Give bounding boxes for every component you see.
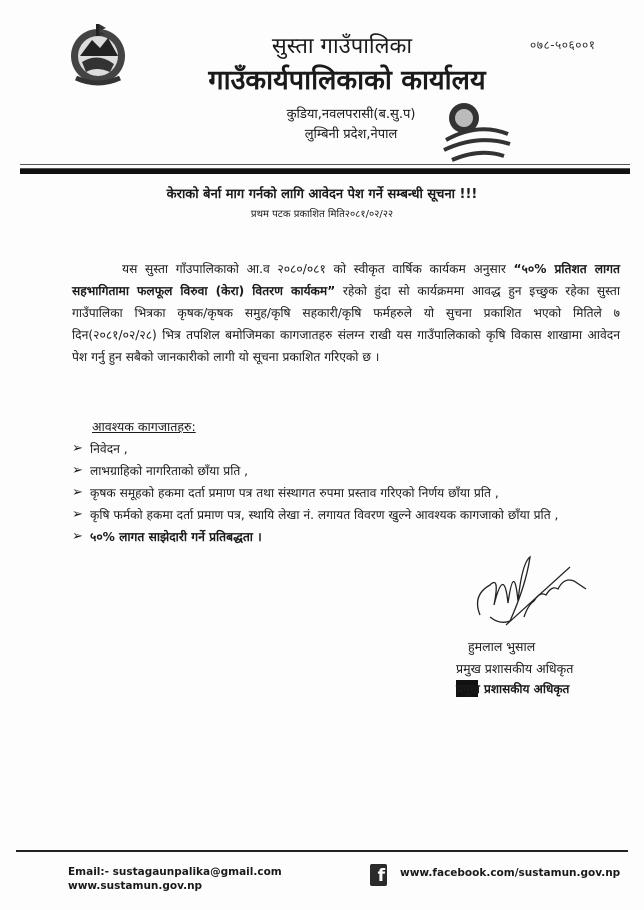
address-line-1: कुडिया,नवलपरासी(ब.सु.प) — [286, 107, 416, 122]
signatory-title-stamp: प्रमुख प्रशासकीय अधिकृत — [456, 682, 570, 696]
list-item — [72, 460, 620, 482]
notice-body-part2: रहेको हुंदा सो कार्यक्रममा आवद्ध हुन इच्छुक रहेका सुस्ता गाउँपालिका भित्रका कृषक/कृषक समुह/कृषि सहकारी/कृषि फर्महरुले यो सुचना प्रकाशित भएको मितिले ७ दिन(२०८१/०२/२८) भित्र तपशिल बमोजिमका कागजातहरु संलग्न राखी यस गाउँपालिकाको कृषि विकास शाखामा आवेदन पेश गर्नु हुन सबैको जानकारीको लागी यो सूचना प्रकाशित गरिएको छ । — [72, 284, 620, 364]
reference-number: ०७८-५०६००१ — [530, 38, 596, 52]
list-item-text: लाभग्राहिको नागरिताको छाँया प्रति , — [90, 464, 249, 478]
list-item-text: ५०% लागत साझेदारी गर्ने प्रतिबद्धता । — [90, 530, 262, 544]
header-divider-thin — [20, 164, 630, 165]
list-item — [72, 438, 620, 460]
list-item — [72, 526, 620, 548]
arrow-bullet-icon: ➢ — [72, 485, 83, 500]
header-divider — [20, 168, 630, 174]
required-documents-heading: आवश्यक कागजातहरु: — [92, 419, 196, 434]
list-item — [72, 482, 620, 504]
list-item-text: कृषि फर्मको हकमा दर्ता प्रमाण पत्र, स्थायि लेखा नं. लगायत विवरण खुल्ने आवश्यक कागजाको छाँया प्रति , — [90, 508, 559, 522]
footer-email[interactable]: Email:- sustagaunpalika@gmail.com — [68, 866, 282, 878]
signatory-title: प्रमुख प्रशासकीय अधिकृत — [456, 661, 574, 676]
program-name: “५०% प्रतिशत लागत सहभागितामा फलफूल विरुवा (केरा) वितरण कार्यकम” — [72, 262, 620, 298]
signatory-name: हुमलाल भुसाल — [468, 639, 536, 654]
municipality-name: सुस्ता गाउँपालिका — [271, 34, 413, 59]
required-documents-list — [72, 438, 620, 548]
arrow-bullet-icon: ➢ — [72, 441, 83, 456]
notice-body — [72, 258, 620, 368]
footer-divider — [16, 850, 628, 852]
list-item-text: कृषक समूहको हकमा दर्ता प्रमाण पत्र तथा संस्थागत रुपमा प्रस्ताव गरिएको निर्णय छाँया प्रति , — [90, 486, 499, 500]
list-item — [72, 504, 620, 526]
footer-facebook-link[interactable]: www.facebook.com/sustamun.gov.np — [400, 867, 621, 879]
list-item-text: निवेदन , — [90, 442, 128, 456]
published-date: प्रथम पटक प्रकाशित मिति२०८१/०२/२२ — [250, 209, 394, 220]
address-line-2: लुम्बिनी प्रदेश,नेपाल — [304, 127, 398, 142]
notice-subject: केराको बेर्ना माग गर्नको लागि आवेदन पेश गर्ने सम्बन्धी सूचना !!! — [166, 187, 478, 202]
office-seal-icon — [438, 100, 516, 166]
facebook-icon: f — [370, 864, 387, 886]
footer-website-link[interactable]: www.sustamun.gov.np — [68, 880, 203, 892]
arrow-bullet-icon: ➢ — [72, 529, 83, 544]
handwritten-signature-icon — [470, 555, 590, 630]
notice-body-part1: यस सुस्ता गाँउपालिकाको आ.व २०८०/०८१ को स्वीकृत वार्षिक कार्यकम अनुसार — [122, 262, 506, 276]
office-name: गाउँकार्यपालिकाको कार्यालय — [208, 65, 486, 96]
arrow-bullet-icon: ➢ — [72, 507, 83, 522]
arrow-bullet-icon: ➢ — [72, 463, 83, 478]
